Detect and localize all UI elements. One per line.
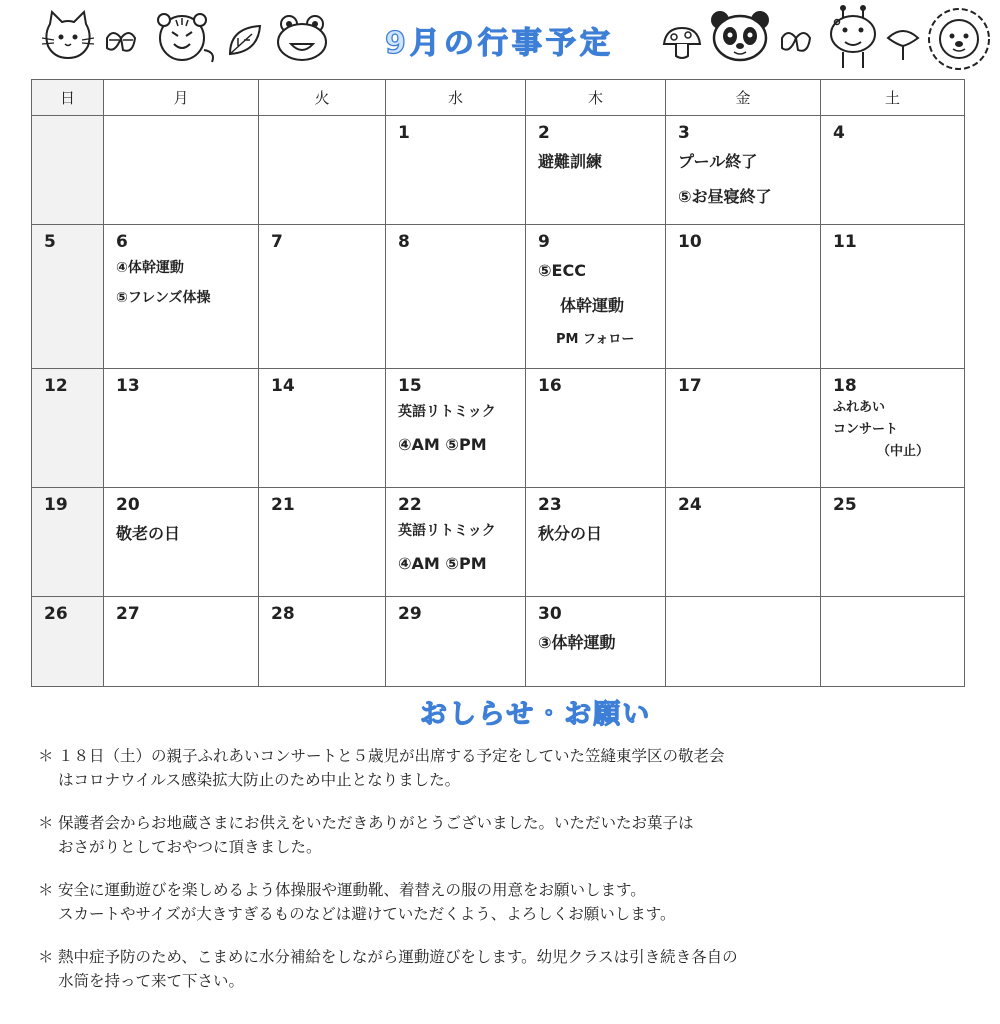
weekday-header-row bbox=[32, 80, 965, 116]
day-cell bbox=[821, 596, 965, 686]
mushroom-icon bbox=[660, 24, 704, 64]
weekday-wed: 水 bbox=[386, 80, 526, 116]
day-number: 27 bbox=[116, 603, 140, 624]
day-cell bbox=[104, 225, 259, 369]
day-number: 12 bbox=[44, 375, 68, 396]
day-cell bbox=[526, 368, 666, 487]
event-label: ④AM ⑤PM bbox=[398, 434, 487, 454]
day-number: 15 bbox=[398, 375, 422, 396]
day-cell bbox=[104, 488, 259, 596]
event-label: ふれあい bbox=[833, 399, 886, 415]
notice-line: 熱中症予防のため、こまめに水分補給をしながら運動遊びをします。幼児クラスは引き続き各自の bbox=[58, 948, 738, 966]
day-cell bbox=[104, 368, 259, 487]
day-cell bbox=[32, 488, 104, 596]
notice-line: 保護者会からお地蔵さまにお供えをいただきありがとうございました。いただいたお菓子は bbox=[58, 814, 694, 832]
weekday-fri: 金 bbox=[666, 80, 821, 116]
event-calendar bbox=[31, 79, 965, 687]
day-number: 8 bbox=[398, 232, 410, 253]
giraffe-icon bbox=[825, 4, 881, 70]
notice-line: 安全に運動遊びを楽しめるよう体操服や運動靴、着替えの服の用意をお願いします。 bbox=[58, 881, 646, 899]
day-cell bbox=[666, 488, 821, 596]
day-number: 14 bbox=[271, 375, 295, 396]
day-cell bbox=[526, 116, 666, 225]
tiger-icon bbox=[150, 10, 220, 68]
event-label: ⑤ECC bbox=[538, 261, 586, 281]
day-number: 30 bbox=[538, 603, 562, 624]
event-label: （中止） bbox=[877, 443, 930, 459]
event-label: ④AM ⑤PM bbox=[398, 554, 487, 574]
day-cell bbox=[821, 116, 965, 225]
week-row bbox=[32, 488, 965, 596]
day-cell bbox=[386, 596, 526, 686]
day-cell bbox=[104, 116, 259, 225]
week-row bbox=[32, 225, 965, 369]
day-cell bbox=[32, 596, 104, 686]
day-cell bbox=[32, 225, 104, 369]
event-label: 英語リトミック bbox=[398, 403, 496, 420]
weekday-thu: 木 bbox=[526, 80, 666, 116]
notice-item bbox=[38, 945, 983, 993]
day-number: 3 bbox=[678, 123, 690, 143]
event-label: ③体幹運動 bbox=[538, 632, 616, 652]
day-number: 13 bbox=[116, 375, 140, 396]
day-number: 6 bbox=[116, 232, 128, 253]
day-number: 24 bbox=[678, 495, 702, 516]
day-cell bbox=[259, 368, 386, 487]
day-cell bbox=[526, 225, 666, 369]
day-cell bbox=[259, 116, 386, 225]
day-number: 1 bbox=[398, 123, 410, 143]
event-label: コンサート bbox=[833, 421, 899, 437]
day-number: 25 bbox=[833, 495, 857, 516]
acorn-icon bbox=[103, 24, 139, 58]
day-number: 4 bbox=[833, 123, 845, 143]
day-number: 7 bbox=[271, 232, 283, 253]
day-number: 29 bbox=[398, 603, 422, 624]
day-cell bbox=[386, 116, 526, 225]
day-cell bbox=[526, 488, 666, 596]
day-number: 19 bbox=[44, 495, 68, 516]
day-cell bbox=[32, 116, 104, 225]
event-label: 英語リトミック bbox=[398, 523, 496, 540]
day-cell bbox=[666, 116, 821, 225]
day-number: 11 bbox=[833, 232, 857, 253]
week-row bbox=[32, 368, 965, 487]
weekday-mon: 月 bbox=[104, 80, 259, 116]
leaf-icon bbox=[226, 22, 264, 58]
day-number: 20 bbox=[116, 495, 140, 516]
day-number: 10 bbox=[678, 232, 702, 253]
day-number: 28 bbox=[271, 603, 295, 624]
asterisk-bullet: ＊ bbox=[38, 747, 54, 765]
day-number: 21 bbox=[271, 495, 295, 516]
weekday-sun: 日 bbox=[32, 80, 104, 116]
notice-line: はコロナウイルス感染拡大防止のため中止となりました。 bbox=[58, 771, 461, 789]
event-label: 敬老の日 bbox=[116, 524, 181, 544]
day-cell bbox=[526, 596, 666, 686]
day-cell bbox=[821, 225, 965, 369]
event-label: 秋分の日 bbox=[538, 524, 603, 544]
day-number: 2 bbox=[538, 123, 550, 143]
notices-title: おしらせ・お願い bbox=[420, 699, 652, 730]
ginkgo-leaf-icon bbox=[886, 26, 920, 62]
day-cell bbox=[386, 225, 526, 369]
day-number: 18 bbox=[833, 375, 857, 396]
header bbox=[0, 0, 1000, 80]
notices-list bbox=[38, 744, 983, 1012]
day-cell bbox=[104, 596, 259, 686]
notice-line: おさがりとしておやつに頂きました。 bbox=[58, 838, 322, 856]
asterisk-bullet: ＊ bbox=[38, 814, 54, 832]
day-cell bbox=[259, 488, 386, 596]
day-number: 22 bbox=[398, 495, 422, 516]
day-cell bbox=[666, 368, 821, 487]
day-number: 16 bbox=[538, 375, 562, 396]
event-label: ⑤フレンズ体操 bbox=[116, 290, 211, 307]
panda-icon bbox=[708, 8, 772, 68]
day-cell bbox=[259, 225, 386, 369]
event-label: ④体幹運動 bbox=[116, 260, 184, 277]
asterisk-bullet: ＊ bbox=[38, 948, 54, 966]
day-number: 26 bbox=[44, 603, 68, 624]
event-label: プール終了 bbox=[678, 152, 758, 171]
day-cell bbox=[821, 368, 965, 487]
week-row bbox=[32, 596, 965, 686]
weekday-tue: 火 bbox=[259, 80, 386, 116]
day-cell bbox=[821, 488, 965, 596]
event-label: ⑤お昼寝終了 bbox=[678, 187, 772, 206]
day-cell bbox=[32, 368, 104, 487]
day-cell bbox=[259, 596, 386, 686]
notice-item bbox=[38, 811, 983, 859]
day-number: 23 bbox=[538, 495, 562, 516]
notice-line: スカートやサイズが大きすぎるものなどは避けていただくよう、よろしくお願いします。 bbox=[58, 905, 676, 923]
notice-item bbox=[38, 744, 983, 792]
acorn-icon bbox=[778, 24, 816, 60]
week-row bbox=[32, 116, 965, 225]
day-cell bbox=[666, 596, 821, 686]
weekday-sat: 土 bbox=[821, 80, 965, 116]
page-title: 9月の行事予定 bbox=[385, 26, 614, 61]
event-label: 避難訓練 bbox=[538, 152, 603, 171]
event-label: 体幹運動 bbox=[560, 296, 625, 316]
frog-icon bbox=[275, 12, 329, 64]
notice-line: 水筒を持って来て下さい。 bbox=[58, 972, 245, 990]
day-cell bbox=[666, 225, 821, 369]
day-cell bbox=[386, 368, 526, 487]
day-number: 17 bbox=[678, 375, 702, 396]
cat-icon bbox=[38, 10, 98, 66]
day-cell bbox=[386, 488, 526, 596]
day-number: 5 bbox=[44, 232, 56, 253]
notice-line: １８日（土）の親子ふれあいコンサートと５歳児が出席する予定をしていた笠縫東学区の敬老会 bbox=[58, 747, 725, 765]
day-number: 9 bbox=[538, 232, 550, 253]
lion-icon bbox=[926, 6, 992, 72]
event-label: PM フォロー bbox=[556, 332, 635, 348]
asterisk-bullet: ＊ bbox=[38, 881, 54, 899]
notice-item bbox=[38, 878, 983, 926]
